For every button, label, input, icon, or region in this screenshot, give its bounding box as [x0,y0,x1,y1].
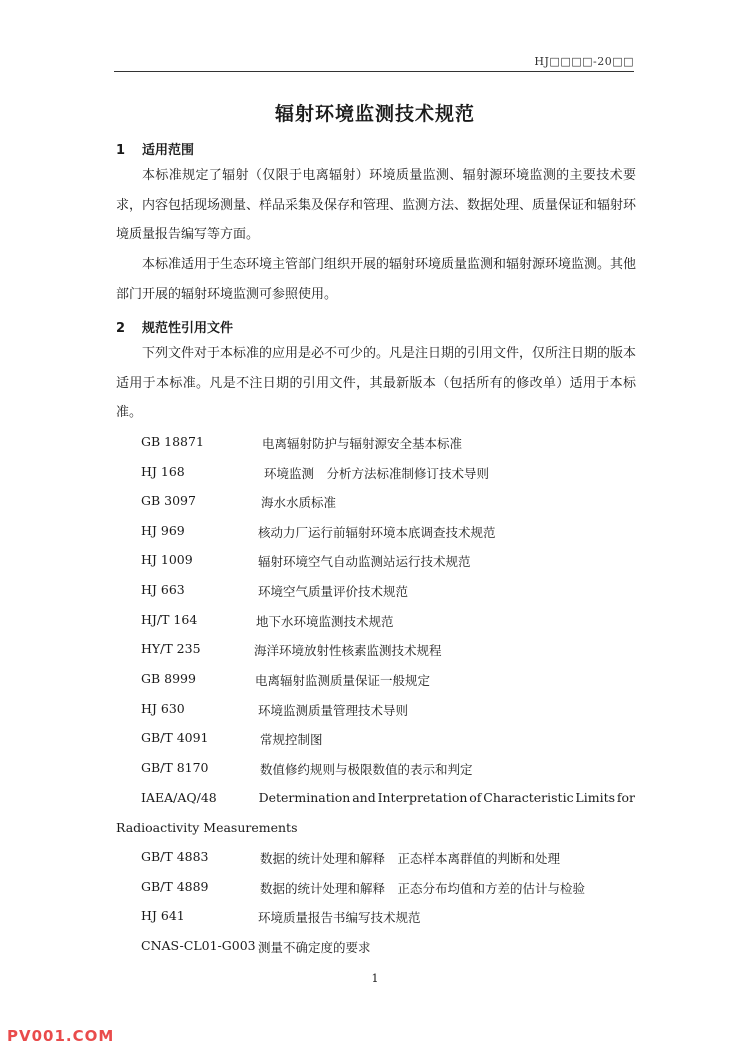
reference-word: Limits [575,790,616,805]
reference-code: CNAS-CL01-G003 [141,938,256,953]
reference-name: 常规控制图 [260,732,323,747]
reference-code: HJ/T 164 [141,612,198,627]
reference-code: HJ 663 [141,582,185,597]
reference-iaea-continuation: Radioactivity Measurements [116,820,298,835]
reference-word: Interpretation [377,790,468,805]
section-heading-1 [116,139,194,158]
reference-code: GB 3097 [141,493,196,508]
reference-code: GB/T 8170 [141,760,209,775]
reference-name: 电离辐射防护与辐射源安全基本标准 [262,436,463,451]
reference-code: GB 8999 [141,671,196,686]
section-number: 2 [116,321,126,336]
reference-code: HJ 969 [141,523,185,538]
paragraph-scope-2: 本标准适用于生态环境主管部门组织开展的辐射环境质量监测和辐射源环境监测。其他部门开展的辐射环境监测可参照使用。 [116,257,637,302]
paragraph-references-intro: 下列文件对于本标准的应用是必不可少的。凡是注日期的引用文件，仅所注日期的版本适用于本标准。凡是不注日期的引用文件，其最新版本（包括所有的修改单）适用于本标准。 [116,346,637,421]
reference-code: GB 18871 [141,434,204,449]
header-code: HJ□□□□-20□□ [534,55,634,68]
reference-word: Determination [258,790,351,805]
reference-name: 测量不确定度的要求 [258,940,371,955]
reference-code: HJ 641 [141,908,185,923]
reference-code: GB/T 4091 [141,730,209,745]
reference-name: 环境监测质量管理技术导则 [258,703,409,718]
reference-code: HJ 1009 [141,552,193,567]
document-title: 辐射环境监测技术规范 [274,103,475,125]
section-heading-2 [116,317,233,336]
reference-code: IAEA/AQ/48 [141,790,217,805]
reference-code: GB/T 4883 [141,849,209,864]
reference-code: HJ 630 [141,701,185,716]
section-number: 1 [116,143,126,158]
reference-name: 核动力厂运行前辐射环境本底调查技术规范 [258,525,496,540]
reference-name: 海洋环境放射性核素监测技术规程 [254,643,442,658]
reference-name: 地下水环境监测技术规范 [256,614,394,629]
reference-code: GB/T 4889 [141,879,209,894]
reference-name: 数据的统计处理和解释 正态分布均值和方差的估计与检验 [260,881,586,896]
page-number: 1 [371,972,379,985]
reference-code: HJ 168 [141,464,185,479]
reference-row-iaea [141,790,635,805]
reference-word: Characteristic [483,790,574,805]
reference-word: of [469,790,482,805]
reference-word: and [352,790,376,805]
reference-name: 环境质量报告书编写技术规范 [258,910,421,925]
reference-name: 电离辐射监测质量保证一般规定 [255,673,431,688]
section-title: 规范性引用文件 [142,321,234,336]
section-title: 适用范围 [142,143,195,158]
reference-word: for [616,790,635,805]
reference-name: 环境空气质量评价技术规范 [258,584,409,599]
reference-code: HY/T 235 [141,641,201,656]
watermark-logo: PV001.COM [7,1027,115,1045]
reference-name: 辐射环境空气自动监测站运行技术规范 [258,554,471,569]
paragraph-scope-1: 本标准规定了辐射（仅限于电离辐射）环境质量监测、辐射源环境监测的主要技术要求，内容包括现场测量、样品采集及保存和管理、监测方法、数据处理、质量保证和辐射环境质量报告编写等方面。 [116,168,637,243]
reference-name: 环境监测 分析方法标准制修订技术导则 [264,466,490,481]
reference-name: 数值修约规则与极限数值的表示和判定 [260,762,473,777]
header-rule [114,71,634,72]
reference-name: 数据的统计处理和解释 正态样本离群值的判断和处理 [260,851,561,866]
reference-name: 海水水质标准 [261,495,337,510]
